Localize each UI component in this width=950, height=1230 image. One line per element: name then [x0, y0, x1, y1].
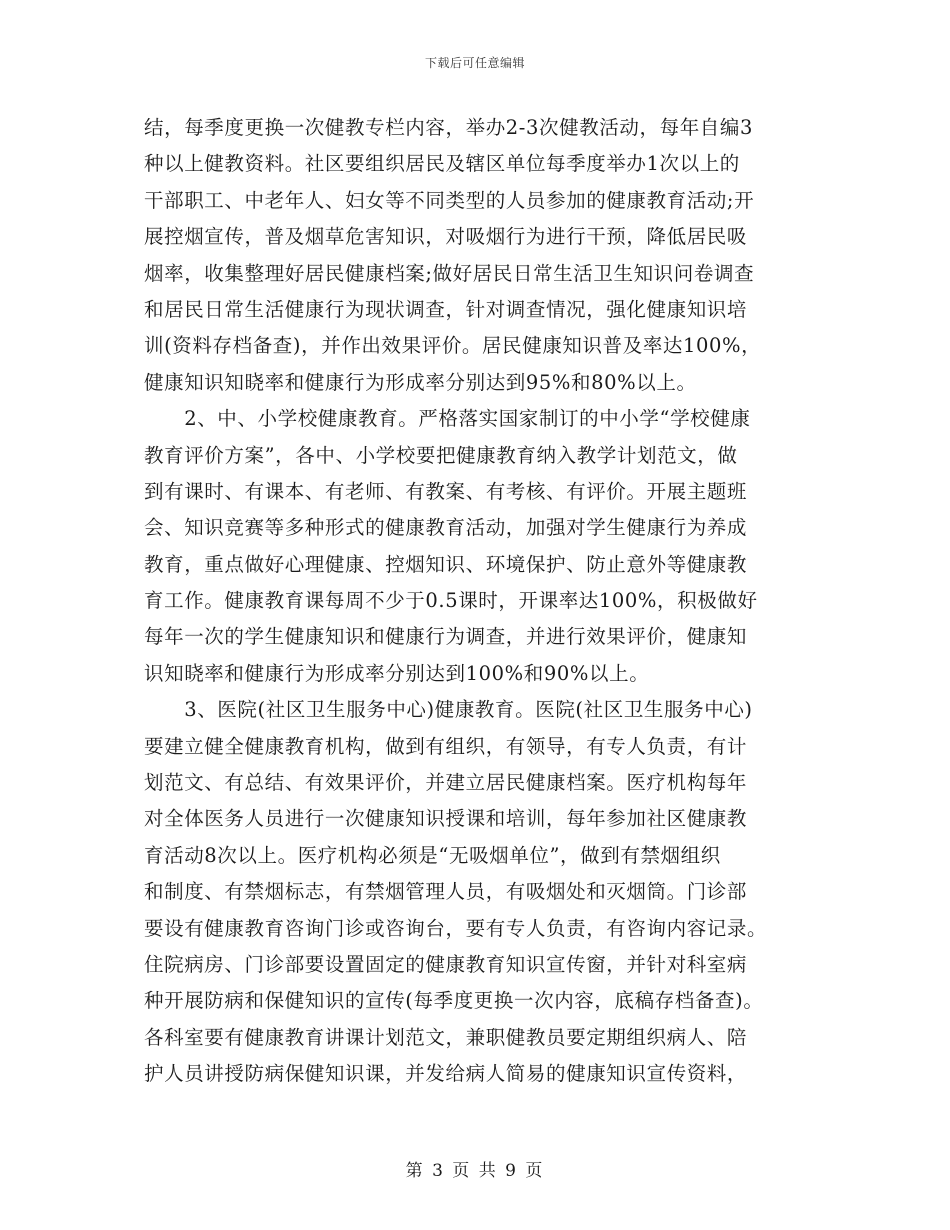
- text-line: 展控烟宣传，普及烟草危害知识，对吸烟行为进行干预，降低居民吸: [144, 225, 748, 249]
- text-line: 种开展防病和保健知识的宣传(每季度更换一次内容，底稿存档备查)。: [144, 989, 764, 1013]
- text-line: 结，每季度更换一次健教专栏内容，举办2-3次健教活动，每年自编3: [144, 116, 754, 139]
- text-line: 和制度、有禁烟标志，有禁烟管理人员，有吸烟处和灭烟筒。门诊部: [144, 880, 748, 904]
- text-line: 住院病房、门诊部要设置固定的健康教育知识宣传窗，并针对科室病: [144, 952, 748, 976]
- text-line: 要设有健康教育咨询门诊或咨询台，要有专人负责，有咨询内容记录。: [144, 916, 768, 940]
- text-line: 划范文、有总结、有效果评价，并建立居民健康档案。医疗机构每年: [144, 771, 748, 795]
- text-line: 每年一次的学生健康知识和健康行为调查，并进行效果评价，健康知: [144, 625, 748, 649]
- text-line: 各科室要有健康教育讲课计划范文，兼职健教员要定期组织病人、陪: [144, 1025, 748, 1049]
- text-line: 识知晓率和健康行为形成率分别达到100%和90%以上。: [144, 661, 650, 685]
- text-line: 教育评价方案”，各中、小学校要把健康教育纳入教学计划范文，做: [144, 443, 738, 467]
- text-line: 训(资料存档备查)，并作出效果评价。居民健康知识普及率达100%，: [144, 334, 762, 358]
- text-line: 教育，重点做好心理健康、控烟知识、环境保护、防止意外等健康教: [144, 552, 748, 576]
- text-line: 会、知识竞赛等多种形式的健康教育活动，加强对学生健康行为养成: [144, 516, 748, 540]
- text-line: 烟率，收集整理好居民健康档案;做好居民日常生活卫生知识问卷调查: [144, 261, 755, 285]
- text-line: 育活动8次以上。医疗机构必须是“无吸烟单位”，做到有禁烟组织: [144, 843, 721, 867]
- text-line: 护人员讲授防病保健知识课，并发给病人简易的健康知识宣传资料，: [144, 1062, 748, 1086]
- text-line: 对全体医务人员进行一次健康知识授课和培训，每年参加社区健康教: [144, 807, 748, 831]
- text-line: 种以上健教资料。社区要组织居民及辖区单位每季度举办1次以上的: [144, 152, 740, 176]
- document-body: [144, 110, 808, 1093]
- text-line: 要建立健全健康教育机构，做到有组织，有领导，有专人负责，有计: [144, 734, 748, 758]
- text-line: 2、中、小学校健康教育。严格落实国家制订的中小学“学校健康: [144, 407, 751, 431]
- text-line: 育工作。健康教育课每周不少于0.5课时，开课率达100%，积极做好: [144, 589, 758, 613]
- text-line: 健康知识知晓率和健康行为形成率分别达到95%和80%以上。: [144, 370, 697, 394]
- text-line: 到有课时、有课本、有老师、有教案、有考核、有评价。开展主题班: [144, 479, 748, 503]
- page-number-footer: 第 3 页 共 9 页: [405, 1161, 545, 1181]
- page-header: 下载后可任意编辑: [424, 56, 525, 70]
- text-line: 和居民日常生活健康行为现状调查，针对调查情况，强化健康知识培: [144, 297, 748, 321]
- text-line: 干部职工、中老年人、妇女等不同类型的人员参加的健康教育活动;开: [144, 188, 755, 212]
- text-line: 3、医院(社区卫生服务中心)健康教育。医院(社区卫生服务中心): [144, 698, 753, 722]
